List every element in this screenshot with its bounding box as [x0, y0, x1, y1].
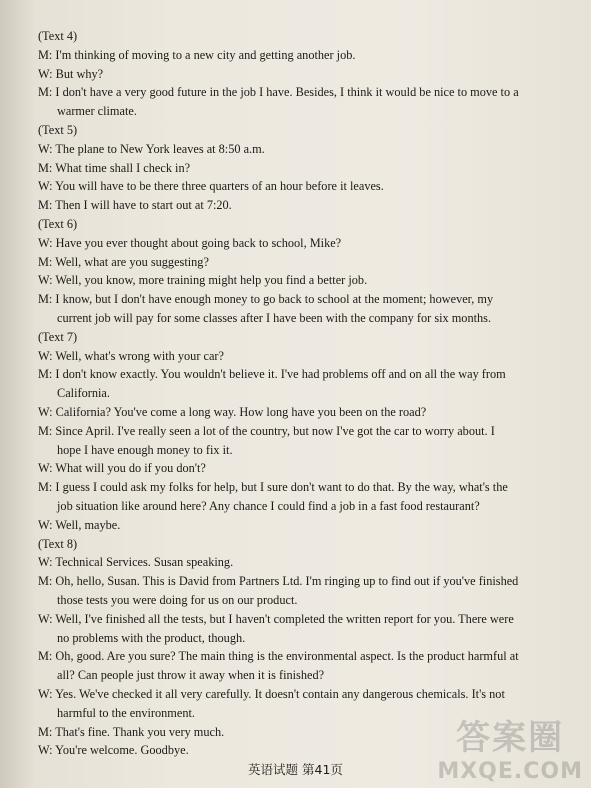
dialogue-line: M: I guess I could ask my folks for help, but I sure don't want to do that. By the way, what's the — [38, 480, 508, 495]
dialogue-line: W: California? You've come a long way. How long have you been on the road? — [38, 405, 427, 419]
dialogue-line: job situation like around here? Any chance I could find a job in a fast food restaurant? — [57, 499, 480, 513]
dialogue-line: W: The plane to New York leaves at 8:50 a.m. — [38, 141, 265, 156]
dialogue-line: M: I'm thinking of moving to a new city and getting another job. — [38, 47, 356, 62]
section-heading: (Text 5) — [38, 123, 78, 137]
dialogue-line: M: I don't have a very good future in the job I have. Besides, I think it would be nice to move to a — [38, 85, 519, 100]
dialogue-line: M: Then I will have to start out at 7:20. — [38, 198, 232, 213]
dialogue-line: W: Well, I've finished all the tests, but I haven't completed the written report for you. There were — [38, 611, 514, 626]
dialogue-line: M: Oh, hello, Susan. This is David from Partners Ltd. I'm ringing up to find out if you've finished — [38, 574, 519, 589]
dialogue-line: M: Well, what are you suggesting? — [38, 254, 209, 269]
dialogue-line: harmful to the environment. — [57, 705, 195, 720]
dialogue-line: no problems with the product, though. — [57, 630, 246, 645]
dialogue-line: M: I know, but I don't have enough money to go back to school at the moment; however, my — [38, 292, 494, 307]
dialogue-line: M: That's fine. Thank you very much. — [38, 724, 225, 739]
dialogue-line: hope I have enough money to fix it. — [57, 442, 233, 457]
dialogue-line: W: Well, you know, more training might help you find a better job. — [38, 273, 368, 288]
dialogue-line: current job will pay for some classes after I have been with the company for six months. — [57, 311, 492, 325]
dialogue-line: California. — [57, 386, 110, 401]
dialogue-line: W: Have you ever thought about going back to school, Mike? — [38, 235, 342, 250]
dialogue-line: M: Since April. I've really seen a lot of the country, but now I've got the car to worry about. I — [38, 423, 495, 438]
dialogue-line: warmer climate. — [57, 104, 137, 119]
dialogue-line: W: Well, what's wrong with your car? — [38, 348, 224, 363]
dialogue-line: M: I don't know exactly. You wouldn't believe it. I've had problems off and on all the way from — [38, 367, 506, 382]
watermark-cn: 答案圈 — [456, 718, 565, 758]
section-heading: (Text 8) — [38, 536, 78, 551]
dialogue-line: W: Well, maybe. — [38, 517, 121, 532]
dialogue-line: those tests you were doing for us on our product. — [57, 593, 298, 607]
watermark-en: MXQE.COM — [437, 759, 583, 784]
section-heading: (Text 6) — [38, 217, 78, 231]
page-footer: 英语试题 第41页 — [248, 762, 343, 777]
section-heading: (Text 7) — [38, 329, 78, 344]
dialogue-line: M: Oh, good. Are you sure? The main thing is the environmental aspect. Is the product harmful at — [38, 649, 519, 664]
dialogue-line: W: You're welcome. Goodbye. — [38, 743, 189, 758]
dialogue-line: W: What will you do if you don't? — [38, 461, 206, 476]
dialogue-line: W: Technical Services. Susan speaking. — [38, 555, 234, 570]
dialogue-line: W: Yes. We've checked it all very carefully. It doesn't contain any dangerous chemicals. It's not — [38, 687, 505, 701]
dialogue-line: M: What time shall I check in? — [38, 160, 191, 175]
dialogue-line: W: You will have to be there three quarters of an hour before it leaves. — [38, 179, 384, 194]
dialogue-line: W: But why? — [38, 66, 104, 81]
watermark-logo — [437, 710, 583, 784]
section-heading: (Text 4) — [38, 29, 78, 43]
dialogue-line: all? Can people just throw it away when it is finished? — [57, 668, 325, 683]
